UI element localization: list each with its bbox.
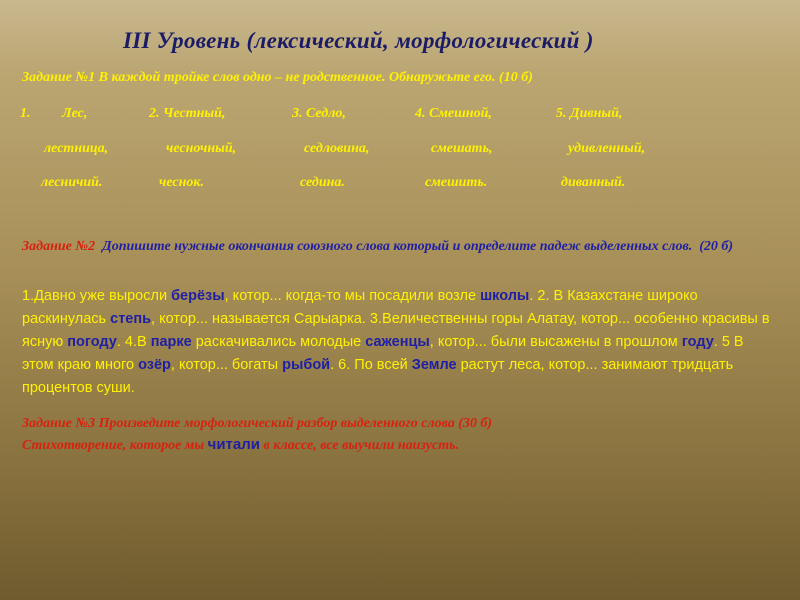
task1-heading: Задание №1 В каждой тройке слов одно – не родственное. Обнаружьте его. (10 б) bbox=[22, 70, 533, 85]
highlighted-word: саженцы bbox=[365, 334, 430, 350]
text-segment: , котор... были высажены в прошлом bbox=[429, 334, 682, 350]
task3-sentence bbox=[22, 434, 767, 456]
word-row1-2: 2. Честный, bbox=[149, 106, 226, 121]
highlighted-word: озёр bbox=[138, 357, 171, 373]
text-segment: . 6. По всей bbox=[330, 357, 412, 373]
text-segment: . 5 В этом краю много bbox=[22, 334, 744, 373]
word-row1-3: 3. Седло, bbox=[292, 106, 346, 121]
task2-text bbox=[22, 285, 777, 400]
word-row1-4: 4. Смешной, bbox=[415, 106, 492, 121]
word-row2-5: удивленный, bbox=[568, 141, 646, 156]
highlighted-word: парке bbox=[150, 334, 192, 350]
word-row3-4: смешить. bbox=[425, 175, 488, 190]
highlighted-word: степь bbox=[110, 311, 152, 327]
highlighted-word: берёзы bbox=[171, 288, 225, 304]
task3-heading: Задание №3 Произведите морфологический разбор выделенного слова (30 б) bbox=[22, 416, 493, 431]
word-row2-4: смешать, bbox=[431, 141, 493, 156]
word-row1-1: Лес, bbox=[62, 106, 88, 121]
highlighted-word: году bbox=[681, 334, 714, 350]
text-segment: . 2. В Казахстане широко раскинулась bbox=[22, 288, 698, 327]
word-row2-3: седловина, bbox=[304, 141, 370, 156]
slide-title: III Уровень (лексический, морфологический ) bbox=[123, 28, 594, 53]
task3-sentence-start: Стихотворение, которое мы bbox=[22, 438, 208, 453]
task3 bbox=[22, 413, 767, 456]
word-row3-3: седина. bbox=[300, 175, 345, 190]
highlighted-word: школы bbox=[480, 288, 530, 304]
text-segment: , котор... богаты bbox=[170, 357, 283, 373]
highlighted-word: погоду bbox=[67, 334, 117, 350]
task2-points: (20 б) bbox=[699, 239, 734, 254]
task2-heading bbox=[22, 236, 767, 257]
text-segment: , котор... когда-то мы посадили возле bbox=[224, 288, 481, 304]
text-segment: , котор... называется Сарыарка. 3.Величественны горы Алатау, котор... особенно красивы в ясную bbox=[22, 311, 770, 350]
task1-number: 1. bbox=[20, 106, 31, 121]
text-segment: раскачивались молодые bbox=[191, 334, 366, 350]
task3-highlighted-word: читали bbox=[207, 436, 260, 453]
word-row3-5: диванный. bbox=[561, 175, 626, 190]
highlighted-word: рыбой bbox=[282, 357, 331, 373]
highlighted-word: Земле bbox=[411, 357, 457, 373]
word-row3-1: лесничий. bbox=[41, 175, 103, 190]
task3-sentence-end: в классе, все выучили наизусть. bbox=[259, 438, 459, 453]
text-segment: . 4.В bbox=[116, 334, 151, 350]
word-row3-2: чеснок. bbox=[159, 175, 204, 190]
text-segment: 1.Давно уже выросли bbox=[22, 288, 172, 304]
task2-instruction: Допишите нужные окончания союзного слова который и определите падеж выделенных слов. bbox=[102, 239, 693, 254]
word-row1-5: 5. Дивный, bbox=[556, 106, 623, 121]
word-row2-1: лестница, bbox=[44, 141, 109, 156]
text-segment: растут леса, котор... занимают тридцать процентов суши. bbox=[22, 357, 734, 396]
task2-label: Задание №2 bbox=[22, 239, 96, 254]
word-row2-2: чесночный, bbox=[166, 141, 237, 156]
